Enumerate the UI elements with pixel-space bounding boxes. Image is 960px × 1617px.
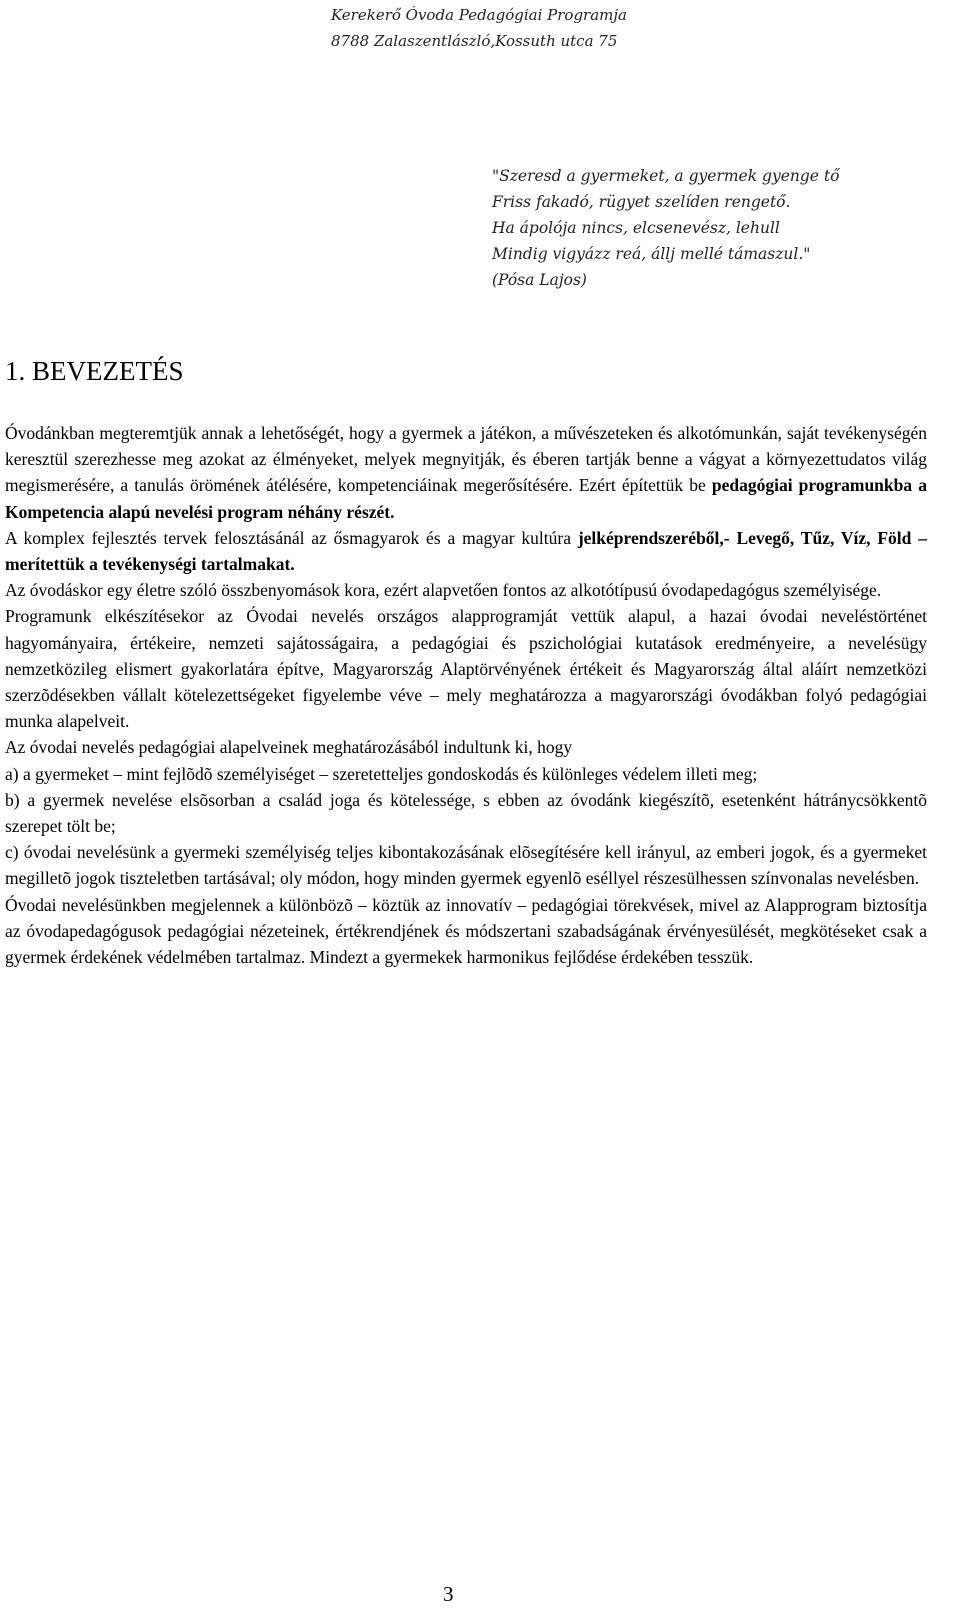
paragraph <box>5 525 927 577</box>
list-item: b) a gyermek nevelése elsõsorban a család joga és kötelessége, s ebben az óvodánk kiegészítõ, esetenként hátránycsökkentõ szerepet tölt be; <box>5 789 927 837</box>
page-header <box>331 2 631 54</box>
paragraph-bold-text: pedagógiai programunkba a Kompetencia alapú nevelési program néhány részét. <box>5 475 927 522</box>
header-program-title: Kerekerő Óvoda Pedagógiai Programja <box>331 6 627 24</box>
paragraph-text: Óvodánkban megteremtjük annak a lehetőségét, hogy a gyermek a játékon, a művészeteken és alkotómunkán, saját tevékenységén keresztül szerezhesse meg azokat az élményeket, melyek megnyitják, és éberen tartják benne a vágyat a környezettudatos világ megismerésére, a tanulás örömének átélésére, kompetenciáinak megerősítésére. <box>5 423 927 496</box>
list-item: c) óvodai nevelésünk a gyermeki személyiség teljes kibontakozásának elõsegítésére kell irányul, az emberi jogok, és a gyermeket megilletõ jogok tiszteletben tartásával; oly módon, hogy minden gyermek egyenlõ eséllyel részesülhessen színvonalas nevelésben. <box>5 842 927 889</box>
paragraph: Programunk elkészítésekor az Óvodai nevelés országos alapprogramját vettük alapul, a hazai óvodai neveléstörténet hagyományaira, értékeire, nemzeti sajátosságaira, a pedagógiai és pszichológiai kutatások eredményeire, a nevelésügy nemzetközileg elismert gyakorlatára építve, Magyarország Alaptörvényének értékeit és Magyarország által aláírt nemzetközi szerzõdésekben vállalt kötelezettségeket figyelembe véve – mely meghatározza a magyarországi óvodákban folyó pedagógiai munka alapelveit. <box>5 606 927 732</box>
epigraph-quote <box>492 163 932 293</box>
header-address: 8788 Zalaszentlászló,Kossuth utca 75 <box>331 32 618 50</box>
quote-line: "Szeresd a gyermeket, a gyermek gyenge tő <box>492 167 840 185</box>
section-body <box>5 420 927 970</box>
paragraph <box>5 420 927 525</box>
paragraph-text: A komplex fejlesztés tervek felosztásánál az ősmagyarok és a magyar kultúra <box>5 527 578 548</box>
paragraph-text: Ezért építettük be <box>572 475 712 496</box>
list-item: a) a gyermeket – mint fejlõdõ személyiséget – szeretetteljes gondoskodás és különleges védelem illeti meg; <box>5 763 758 784</box>
quote-line: Friss fakadó, rügyet szelíden rengető. <box>492 193 791 211</box>
paragraph: Az óvodáskor egy életre szóló összbenyomások kora, ezért alapvetően fontos az alkotótípusú óvodapedagógus személyisége. <box>5 580 882 601</box>
quote-line: Ha ápolója nincs, elcsenevész, lehull <box>492 219 780 237</box>
page-number: 3 <box>443 1582 454 1606</box>
quote-line: Mindig vigyázz reá, állj mellé támaszul." <box>492 245 811 263</box>
quote-author: (Pósa Lajos) <box>492 271 587 289</box>
paragraph: Óvodai nevelésünkben megjelennek a különbözõ – köztük az innovatív – pedagógiai törekvések, mivel az Alapprogram biztosítja az óvodapedagógusok pedagógiai nézeteinek, értékrendjének és módszertani szabadságának érvényesülését, megkötéseket csak a gyermek érdekének védelmében tartalmaz. Mindezt a gyermekek harmonikus fejlődése érdekében tesszük. <box>5 894 927 968</box>
paragraph: Az óvodai nevelés pedagógiai alapelveinek meghatározásából indultunk ki, hogy <box>5 737 573 758</box>
paragraph-bold-text: jelképrendszeréből,- Levegő, Tűz, Víz, Föld – merítettük a tevékenységi tartalmakat. <box>5 527 927 575</box>
section-heading: 1. BEVEZETÉS <box>5 356 184 386</box>
